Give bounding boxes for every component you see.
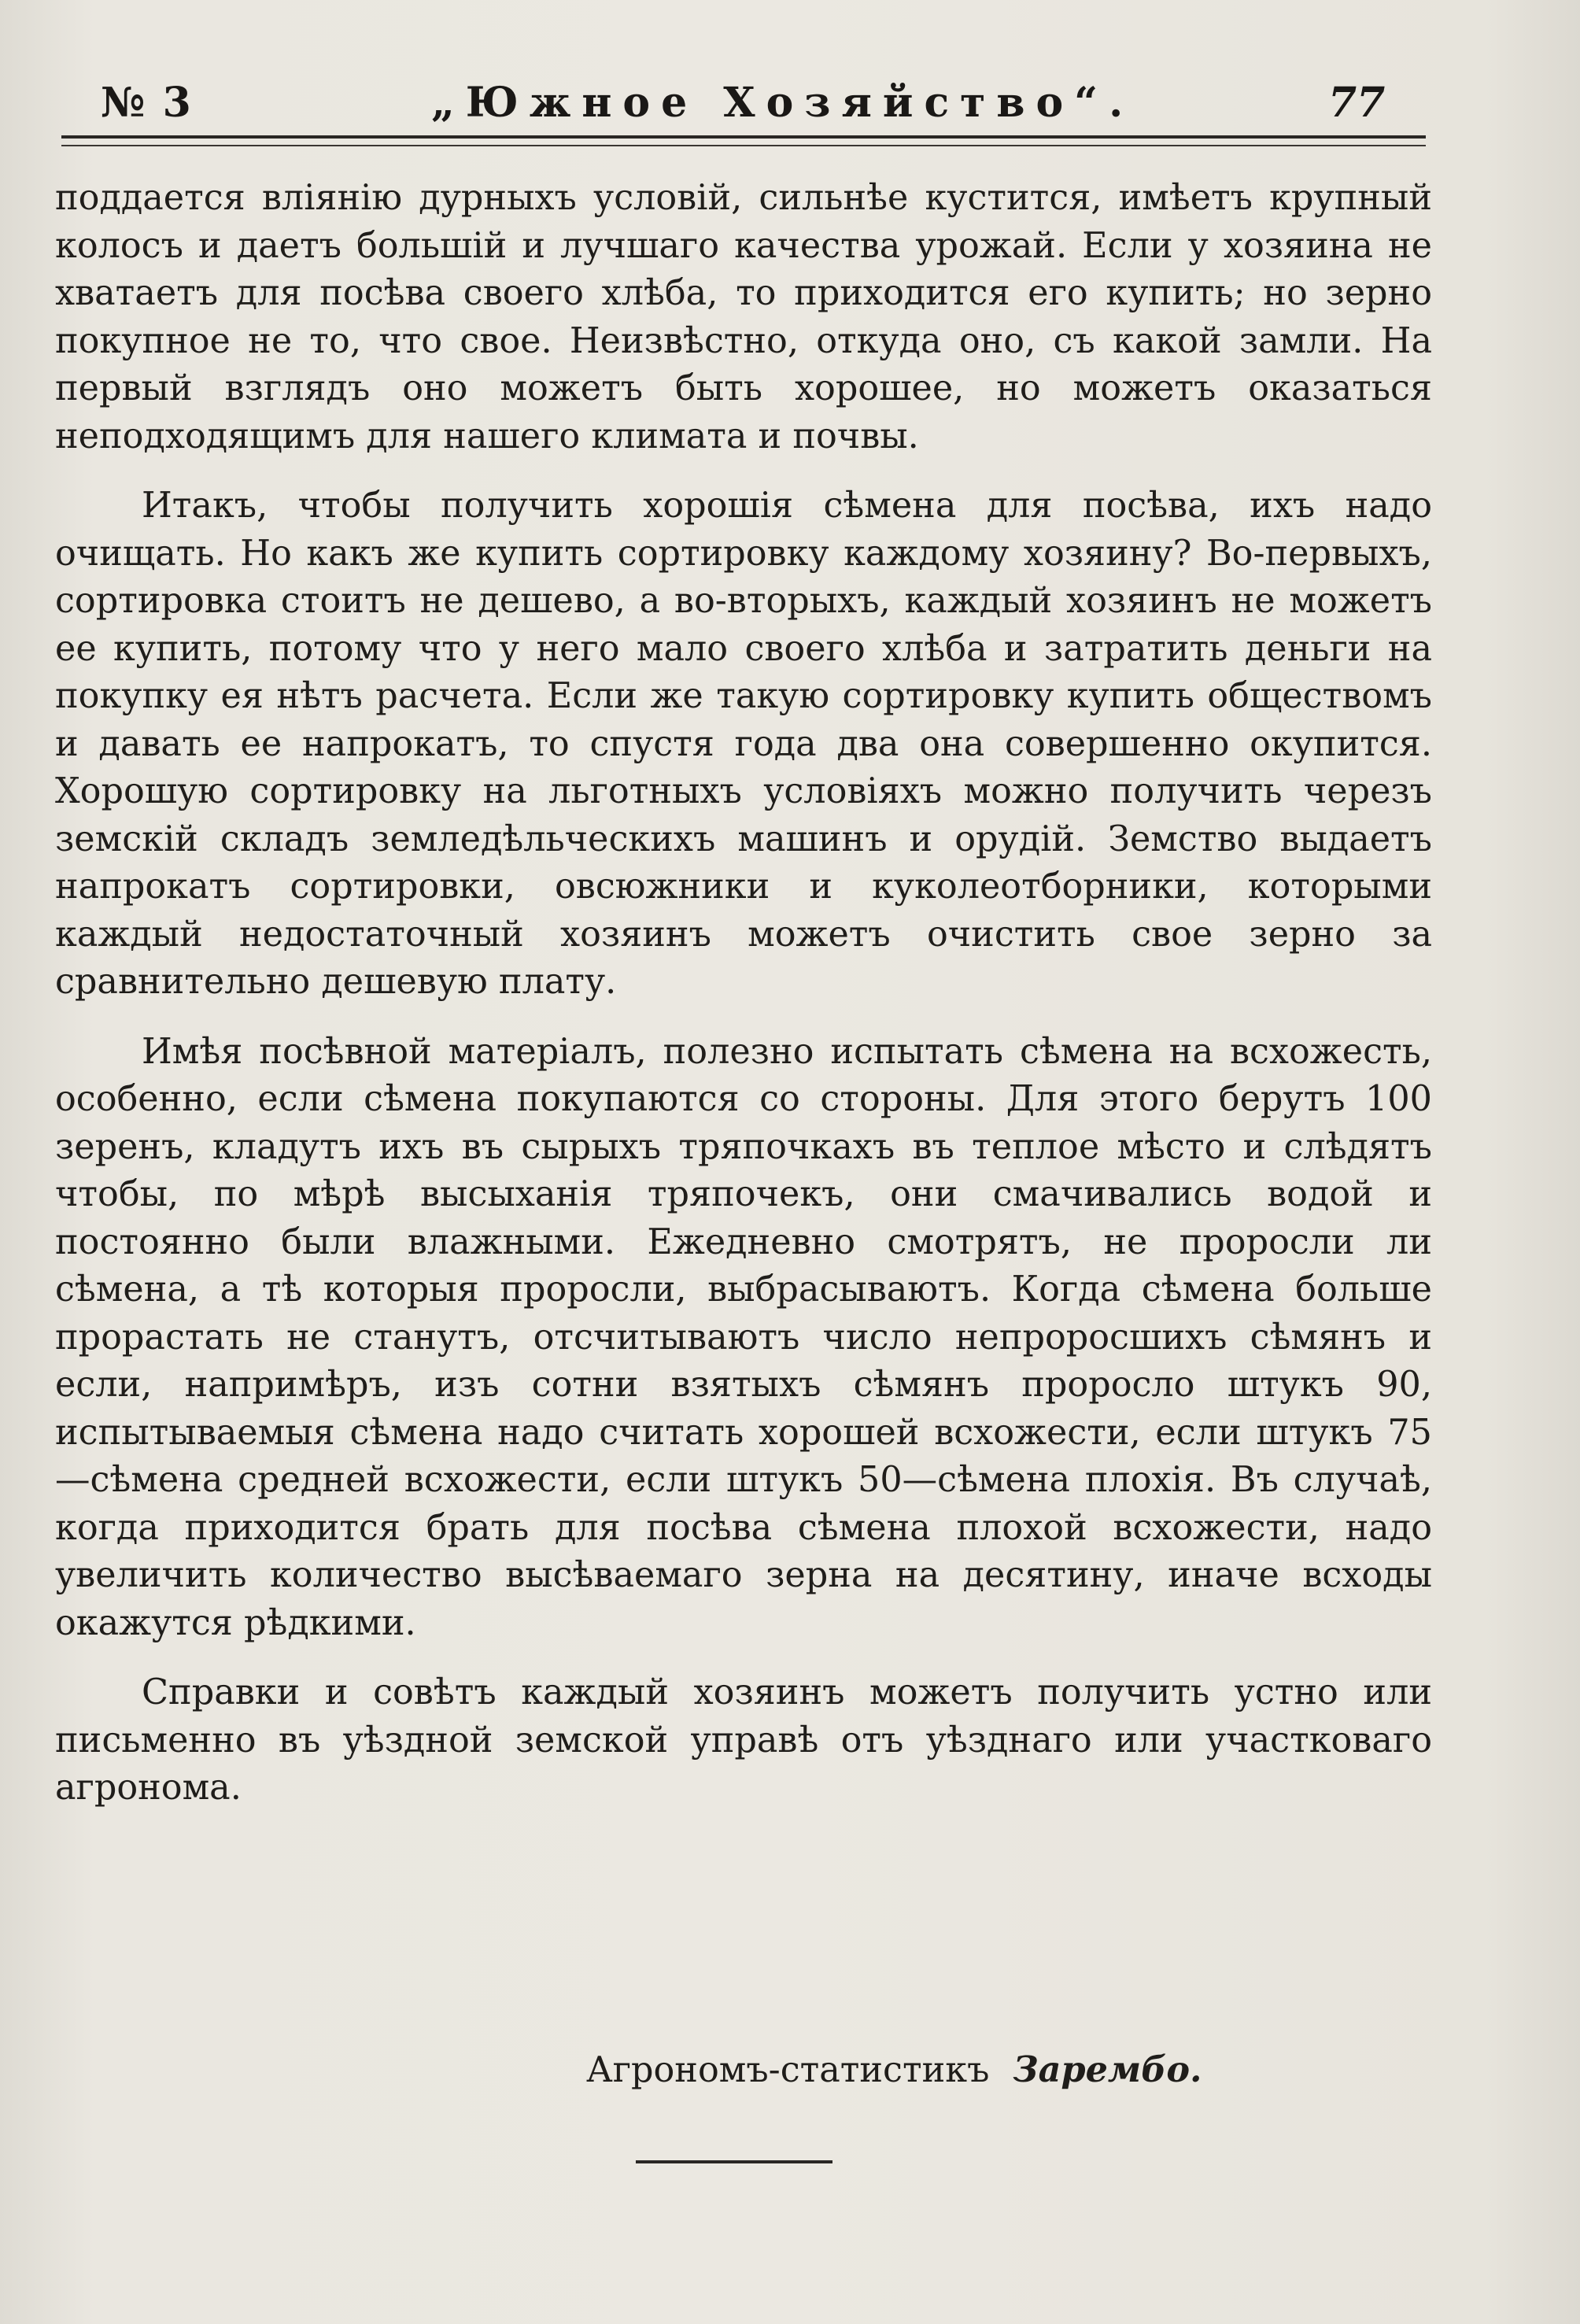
journal-title: „Южное Хозяйство“. <box>431 79 1135 127</box>
author-role: Агрономъ-статистикъ <box>586 2050 990 2090</box>
paragraph: Имѣя посѣвной матерiалъ, полезно испытать сѣмена на всхожесть, особенно, если сѣмена покупаются со стороны. Для этого берутъ 100 зеренъ, кладутъ ихъ въ сырыхъ тряпочкахъ въ теплое мѣсто и слѣдятъ чтобы, по мѣрѣ высыханiя тряпочекъ, они смачивались водой и постоянно были влажными. Ежедневно смотрятъ, не проросли ли сѣмена, а тѣ которыя проросли, выбрасываютъ. Когда сѣмена больше прорастать не станутъ, отсчитываютъ число непроросшихъ сѣмянъ и если, напримѣръ, изъ сотни взятыхъ сѣмянъ проросло штукъ 90, испытываемыя сѣмена надо считать хорошей всхожести, если штукъ 75—сѣмена средней всхожести, если штукъ 50—сѣмена плохiя. Въ случаѣ, когда приходится брать для посѣва сѣмена плохой всхожести, надо увеличить количество высѣваемаго зерна на десятину, иначе всходы окажутся рѣдкими. <box>55 1031 1432 1643</box>
header-rule-thin <box>61 145 1426 146</box>
header-rule <box>61 135 1426 139</box>
paragraph-continued: поддается влiянiю дурныхъ условiй, сильнѣе кустится, имѣетъ крупный колосъ и даетъ большiй и лучшаго качества урожай. Если у хозяина не хватаетъ для посѣва своего хлѣба, то приходится его купить; но зерно покупное не то, что свое. Неизвѣстно, откуда оно, съ какой замли. На первый взглядъ оно можетъ быть хорошее, но можетъ оказаться неподходящимъ для нашего климата и почвы. <box>55 178 1432 456</box>
issue-number: № 3 <box>101 79 193 127</box>
paragraph: Итакъ, чтобы получить хорошiя сѣмена для посѣва, ихъ надо очищать. Но какъ же купить сортировку каждому хозяину? Во-первыхъ, сортировка стоитъ не дешево, а во-вторыхъ, каждый хозяинъ не можетъ ее купить, потому что у него мало своего хлѣба и затратить деньги на покупку ея нѣтъ расчета. Если же такую сортировку купить обществомъ и давать ее напрокатъ, то спустя года два она совершенно окупится. Хорошую сортировку на льготныхъ условiяхъ можно получить черезъ земскiй складъ земледѣльческихъ машинъ и орудiй. Земство выдаетъ напрокатъ сортировки, овсюжники и куколеотборники, которыми каждый недостаточный хозяинъ можетъ очистить свое зерно за сравнительно дешевую плату. <box>55 486 1432 1002</box>
page-number: 77 <box>1328 79 1386 127</box>
paragraph: Справки и совѣтъ каждый хозяинъ можетъ получить устно или письменно въ уѣздной земской управѣ отъ уѣзднаго или участковаго агронома. <box>55 1672 1432 1808</box>
page-header <box>61 76 1426 131</box>
author-signature <box>586 2046 1202 2094</box>
author-name: Зарембо. <box>1013 2049 1202 2090</box>
article-body <box>55 175 1432 1812</box>
end-rule <box>636 2160 832 2163</box>
